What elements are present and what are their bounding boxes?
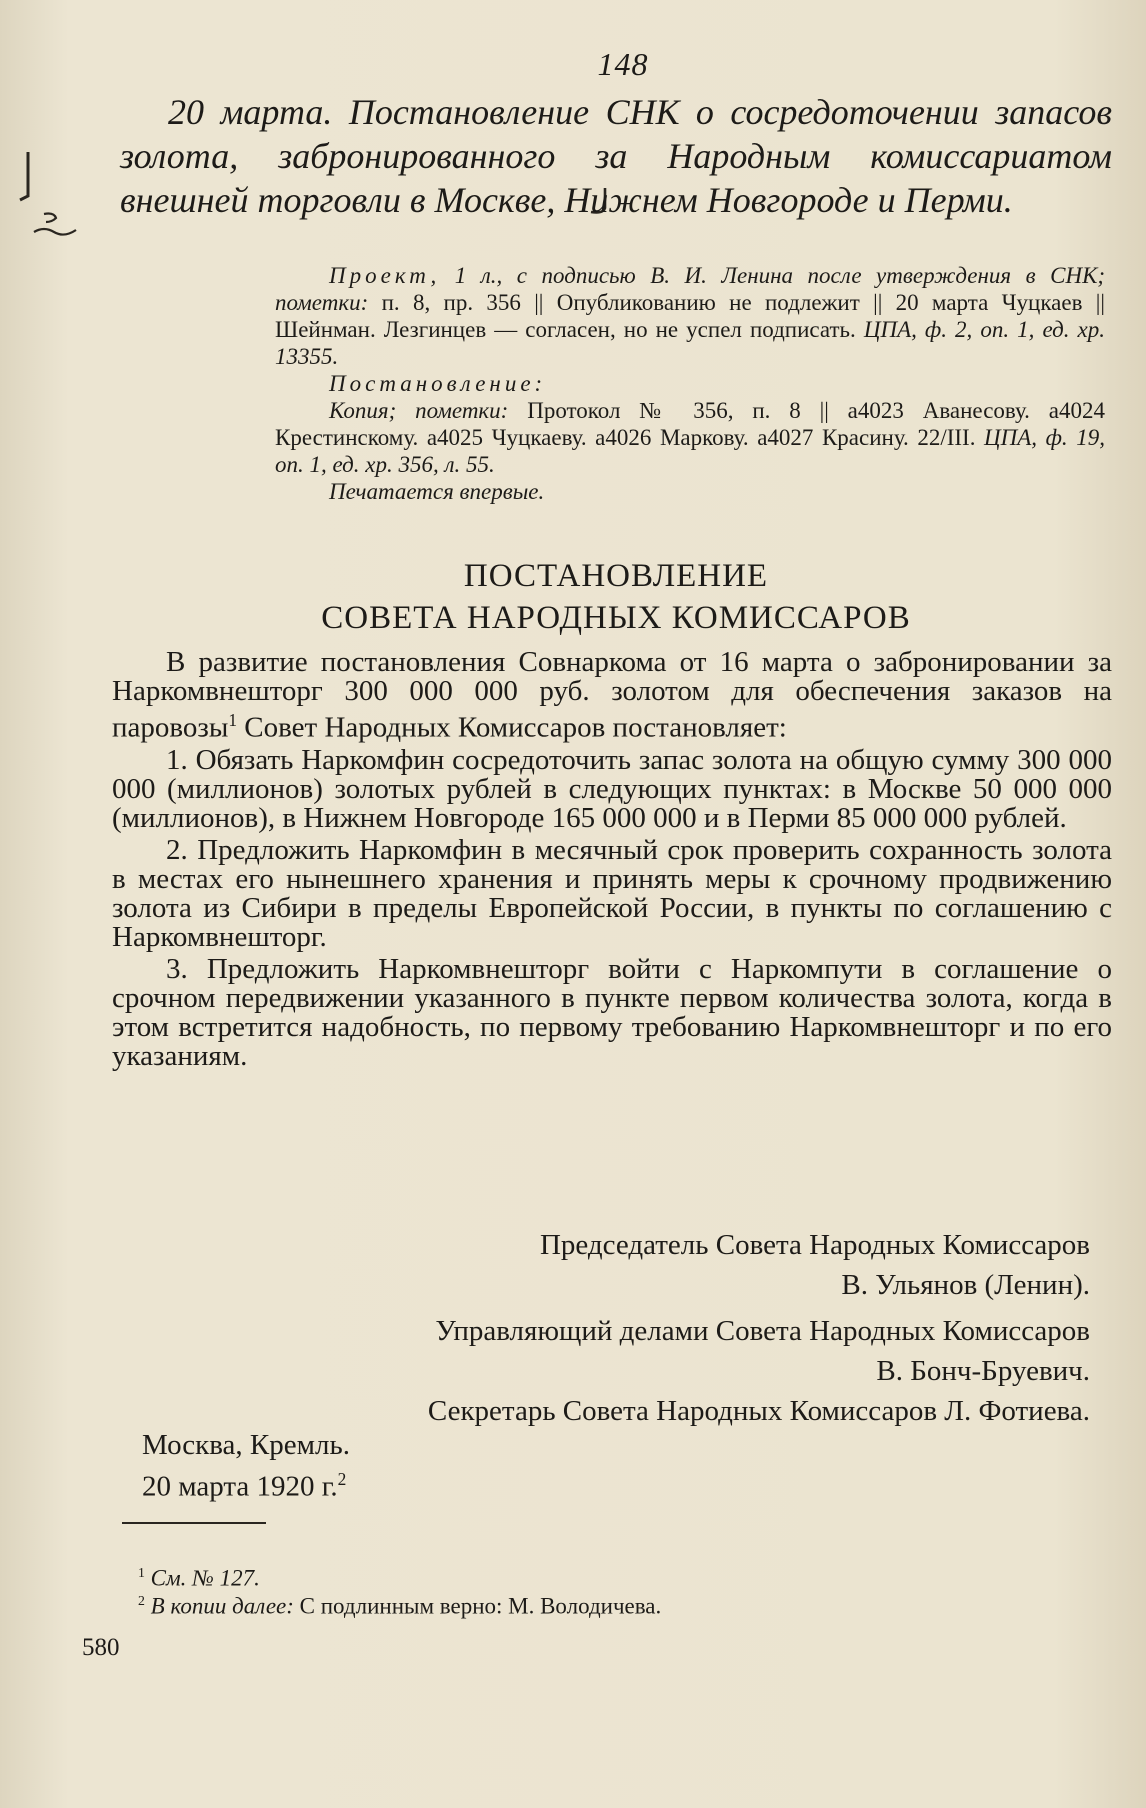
first-print: Печатается впервые. xyxy=(329,479,545,504)
project-archive: ЦПА, ф. 2, оп. 1, ед. хр. 13355. xyxy=(275,317,1105,369)
chair-title: Председатель Совета Народных Комиссаров xyxy=(539,1229,1090,1261)
decree-note xyxy=(275,370,1105,397)
footnote-2-label: В копии далее: xyxy=(150,1593,300,1619)
copy-label: Копия; пометки: xyxy=(329,398,528,423)
copy-note xyxy=(275,397,1105,478)
date-line xyxy=(142,1464,346,1503)
footnote-1-mark: 1 xyxy=(138,1565,145,1580)
archival-notes xyxy=(275,262,1105,505)
squiggle-mark-icon xyxy=(30,210,80,240)
margin-pencil-squiggle-mark xyxy=(30,210,80,244)
secretary-signature: Секретарь Совета Народных Комиссаров Л. Фотиева. xyxy=(427,1395,1090,1427)
body-paragraph-2: 2. Предложить Наркомфин в месячный срок проверить сохранность золота в местах его нынешнего хранения и принять меры к срочному продвижению золота из Сибири в пределы Европейской России, в пункты по соглашению с Наркомвнешторг. xyxy=(112,833,1112,953)
footnote-1 xyxy=(138,1560,260,1592)
footnote-2-text: С подлинным верно: М. Володичева. xyxy=(299,1593,662,1619)
intro-text-b: Совет Народных Комиссаров постановляет: xyxy=(237,711,787,744)
date: 20 марта 1920 г. xyxy=(142,1470,338,1503)
body-paragraph-3: 3. Предложить Наркомвнешторг войти с Наркомпути в соглашение о срочном передвижении указанного в пункте первом количества золота, когда в этом встретится надобность, по первому требованию Наркомвнешторг и по его указаниям. xyxy=(112,952,1112,1072)
footnote-1-text: См. № 127. xyxy=(150,1565,260,1591)
intro-text-a: В развитие постановления Совнаркома от 16 марта о забронировании за Наркомвнешторг 300 000 000 руб. золотом для обеспечения заказов на паровозы xyxy=(112,646,1112,744)
project-label: Проект, xyxy=(329,263,441,288)
chair-name: В. Ульянов (Ленин). xyxy=(841,1269,1090,1301)
document-heading: 20 марта. Постановление СНК о сосредоточении запасов золота, забронированного за Народным комиссариатом внешней торговли в Москве, Нижнем Новгороде и Перми. xyxy=(120,92,1112,220)
bottom-page-number: 580 xyxy=(82,1634,120,1661)
copy-marks: Протокол № 356, п. 8 || а4023 Аванесову. а4024 Крестинскому. а4025 Чуцкаеву. а4026 Маркову. а4027 Красину. 22/III. xyxy=(275,398,1105,450)
project-note xyxy=(275,262,1105,370)
footnote-ref-1: 1 xyxy=(228,710,238,730)
footnote-2-mark: 2 xyxy=(138,1593,145,1608)
footnote-2 xyxy=(138,1588,661,1620)
manager-name: В. Бонч-Бруевич. xyxy=(876,1355,1090,1387)
project-marks: п. 8, пр. 356 || Опубликованию не подлежит || 20 марта Чуцкаев || Шейнман. Лезгинцев — согласен, но не успел подписать. xyxy=(275,290,1105,342)
title-line-2: СОВЕТА НАРОДНЫХ КОМИССАРОВ xyxy=(321,600,911,636)
manager-title: Управляющий делами Совета Народных Комиссаров xyxy=(435,1315,1090,1347)
decree-label: Постановление: xyxy=(329,371,547,396)
copy-archive: ЦПА, ф. 19, оп. 1, ед. хр. 356, л. 55. xyxy=(275,425,1105,477)
decree-body xyxy=(112,648,1112,1074)
body-paragraph-intro xyxy=(112,648,1112,743)
top-page-number: 148 xyxy=(597,46,649,82)
margin-pencil-bracket-mark xyxy=(18,150,28,200)
footnote-ref-2: 2 xyxy=(337,1469,347,1489)
bracket-mark-icon xyxy=(18,150,32,204)
title-line-1: ПОСТАНОВЛЕНИЕ xyxy=(463,558,769,594)
first-print-note xyxy=(275,478,1105,505)
decree-title xyxy=(120,555,1112,639)
project-text: 1 л., с подписью В. И. Ленина после утверждения в СНК; пометки: xyxy=(275,263,1105,315)
body-paragraph-1: 1. Обязать Наркомфин сосредоточить запас золота на общую сумму 300 000 000 (миллионов) золотых рублей в следующих пунктах: в Москве 50 000 000 (миллионов), в Нижнем Новгороде 165 000 000 и в Перми 85 000 000 рублей. xyxy=(112,743,1112,834)
footnote-divider xyxy=(122,1522,266,1524)
place: Москва, Кремль. xyxy=(142,1429,350,1461)
